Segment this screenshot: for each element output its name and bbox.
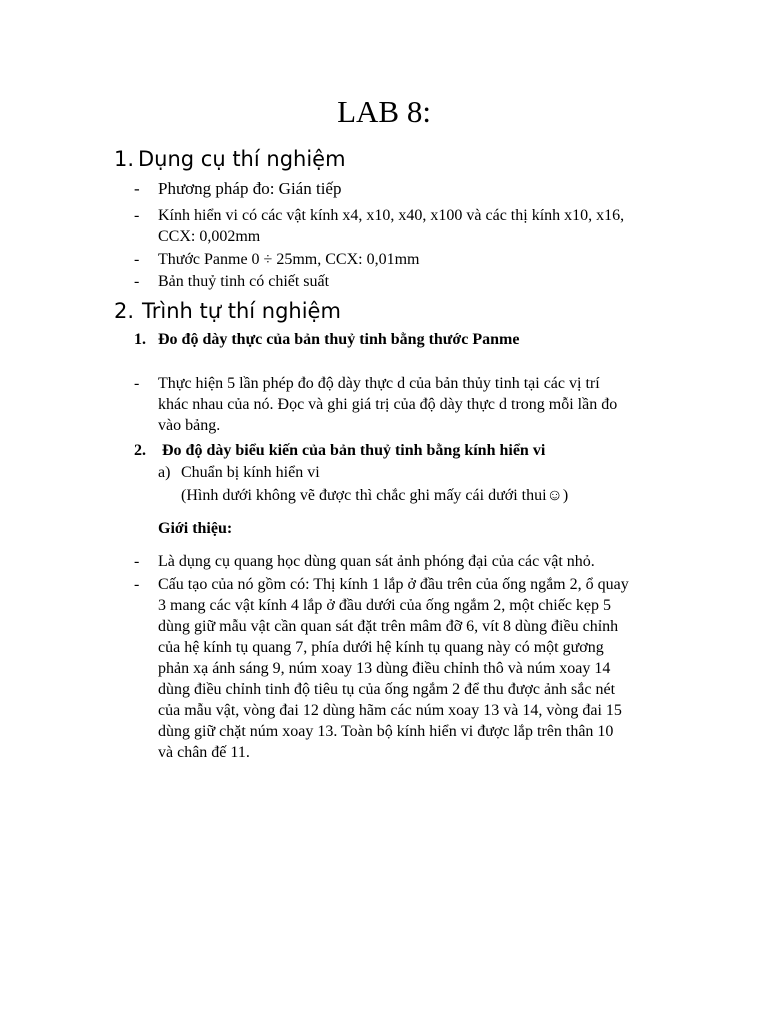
intro-label: Giới thiệu: xyxy=(158,520,233,537)
bullet-dash: - xyxy=(134,251,140,268)
section-2-number: 2. xyxy=(114,299,135,323)
section-1-heading: Dụng cụ thí nghiệm xyxy=(138,147,346,171)
paragraph-line: và chân đế 11. xyxy=(158,744,250,761)
paragraph-line: dùng điều chỉnh tinh độ tiêu tụ của ống ngắm 2 để thu được ảnh sắc nét xyxy=(158,681,616,698)
section-1-item: Kính hiển vi có các vật kính x4, x10, x40, x100 và các thị kính x10, x16, xyxy=(158,207,625,224)
paragraph-line: phản xạ ánh sáng 9, núm xoay 13 dùng điều chỉnh thô và núm xoay 14 xyxy=(158,660,611,677)
step-2-title: Đo độ dày biểu kiến của bản thuỷ tinh bằng kính hiển vi xyxy=(162,442,546,459)
paragraph-line: dùng giữ mẫu vật cần quan sát đặt trên mâm đỡ 6, vít 8 dùng điều chỉnh xyxy=(158,618,619,635)
intro-bullet: Là dụng cụ quang học dùng quan sát ảnh phóng đại của các vật nhỏ. xyxy=(158,553,595,570)
structure-paragraph xyxy=(158,574,678,763)
sub-step-title: Chuẩn bị kính hiển vi xyxy=(181,464,320,481)
bullet-dash: - xyxy=(134,576,140,593)
bullet-dash: - xyxy=(134,553,140,570)
note-text: (Hình dưới không vẽ được thì chắc ghi mấy cái dưới thui☺) xyxy=(181,487,569,504)
section-1-item: Bản thuỷ tinh có chiết suất xyxy=(158,273,330,290)
sub-step-label: a) xyxy=(158,464,171,481)
section-1-item: Thước Panme 0 ÷ 25mm, CCX: 0,01mm xyxy=(158,251,420,268)
paragraph-line: của mẫu vật, vòng đai 12 dùng hãm các núm xoay 13 và 14, vòng đai 15 xyxy=(158,702,622,719)
step-1-title: Đo độ dày thực của bản thuỷ tinh bằng thước Panme xyxy=(158,331,520,348)
section-1-item: Phương pháp đo: Gián tiếp xyxy=(158,179,342,198)
paragraph-line: Thực hiện 5 lần phép đo độ dày thực d của bản thủy tinh tại các vị trí xyxy=(158,375,600,392)
paragraph-line: của hệ kính tụ quang 7, phía dưới hệ kính tụ quang này có một gương xyxy=(158,639,604,656)
section-1-item: CCX: 0,002mm xyxy=(158,228,261,245)
paragraph-line: dùng giữ chặt núm xoay 13. Toàn bộ kính hiển vi được lắp trên thân 10 xyxy=(158,723,614,740)
bullet-dash: - xyxy=(134,207,140,224)
bullet-dash: - xyxy=(134,273,140,290)
paragraph-line: 3 mang các vật kính 4 lắp ở đầu dưới của ống ngắm 2, một chiếc kẹp 5 xyxy=(158,597,612,614)
section-2-heading: Trình tự thí nghiệm xyxy=(142,299,341,323)
bullet-dash: - xyxy=(134,375,140,392)
paragraph-line: khác nhau của nó. Đọc và ghi giá trị của độ dày thực d trong mỗi lần đo xyxy=(158,396,618,413)
step-2-number: 2. xyxy=(134,442,146,459)
section-1-number: 1. xyxy=(114,147,135,171)
bullet-dash: - xyxy=(134,179,140,198)
paragraph-line: vào bảng. xyxy=(158,417,221,434)
step-1-paragraph xyxy=(158,373,678,436)
page-title: LAB 8: xyxy=(337,94,431,129)
paragraph-line: Cấu tạo của nó gồm có: Thị kính 1 lắp ở đầu trên của ống ngắm 2, ổ quay xyxy=(158,576,629,593)
step-1-number: 1. xyxy=(134,331,146,348)
